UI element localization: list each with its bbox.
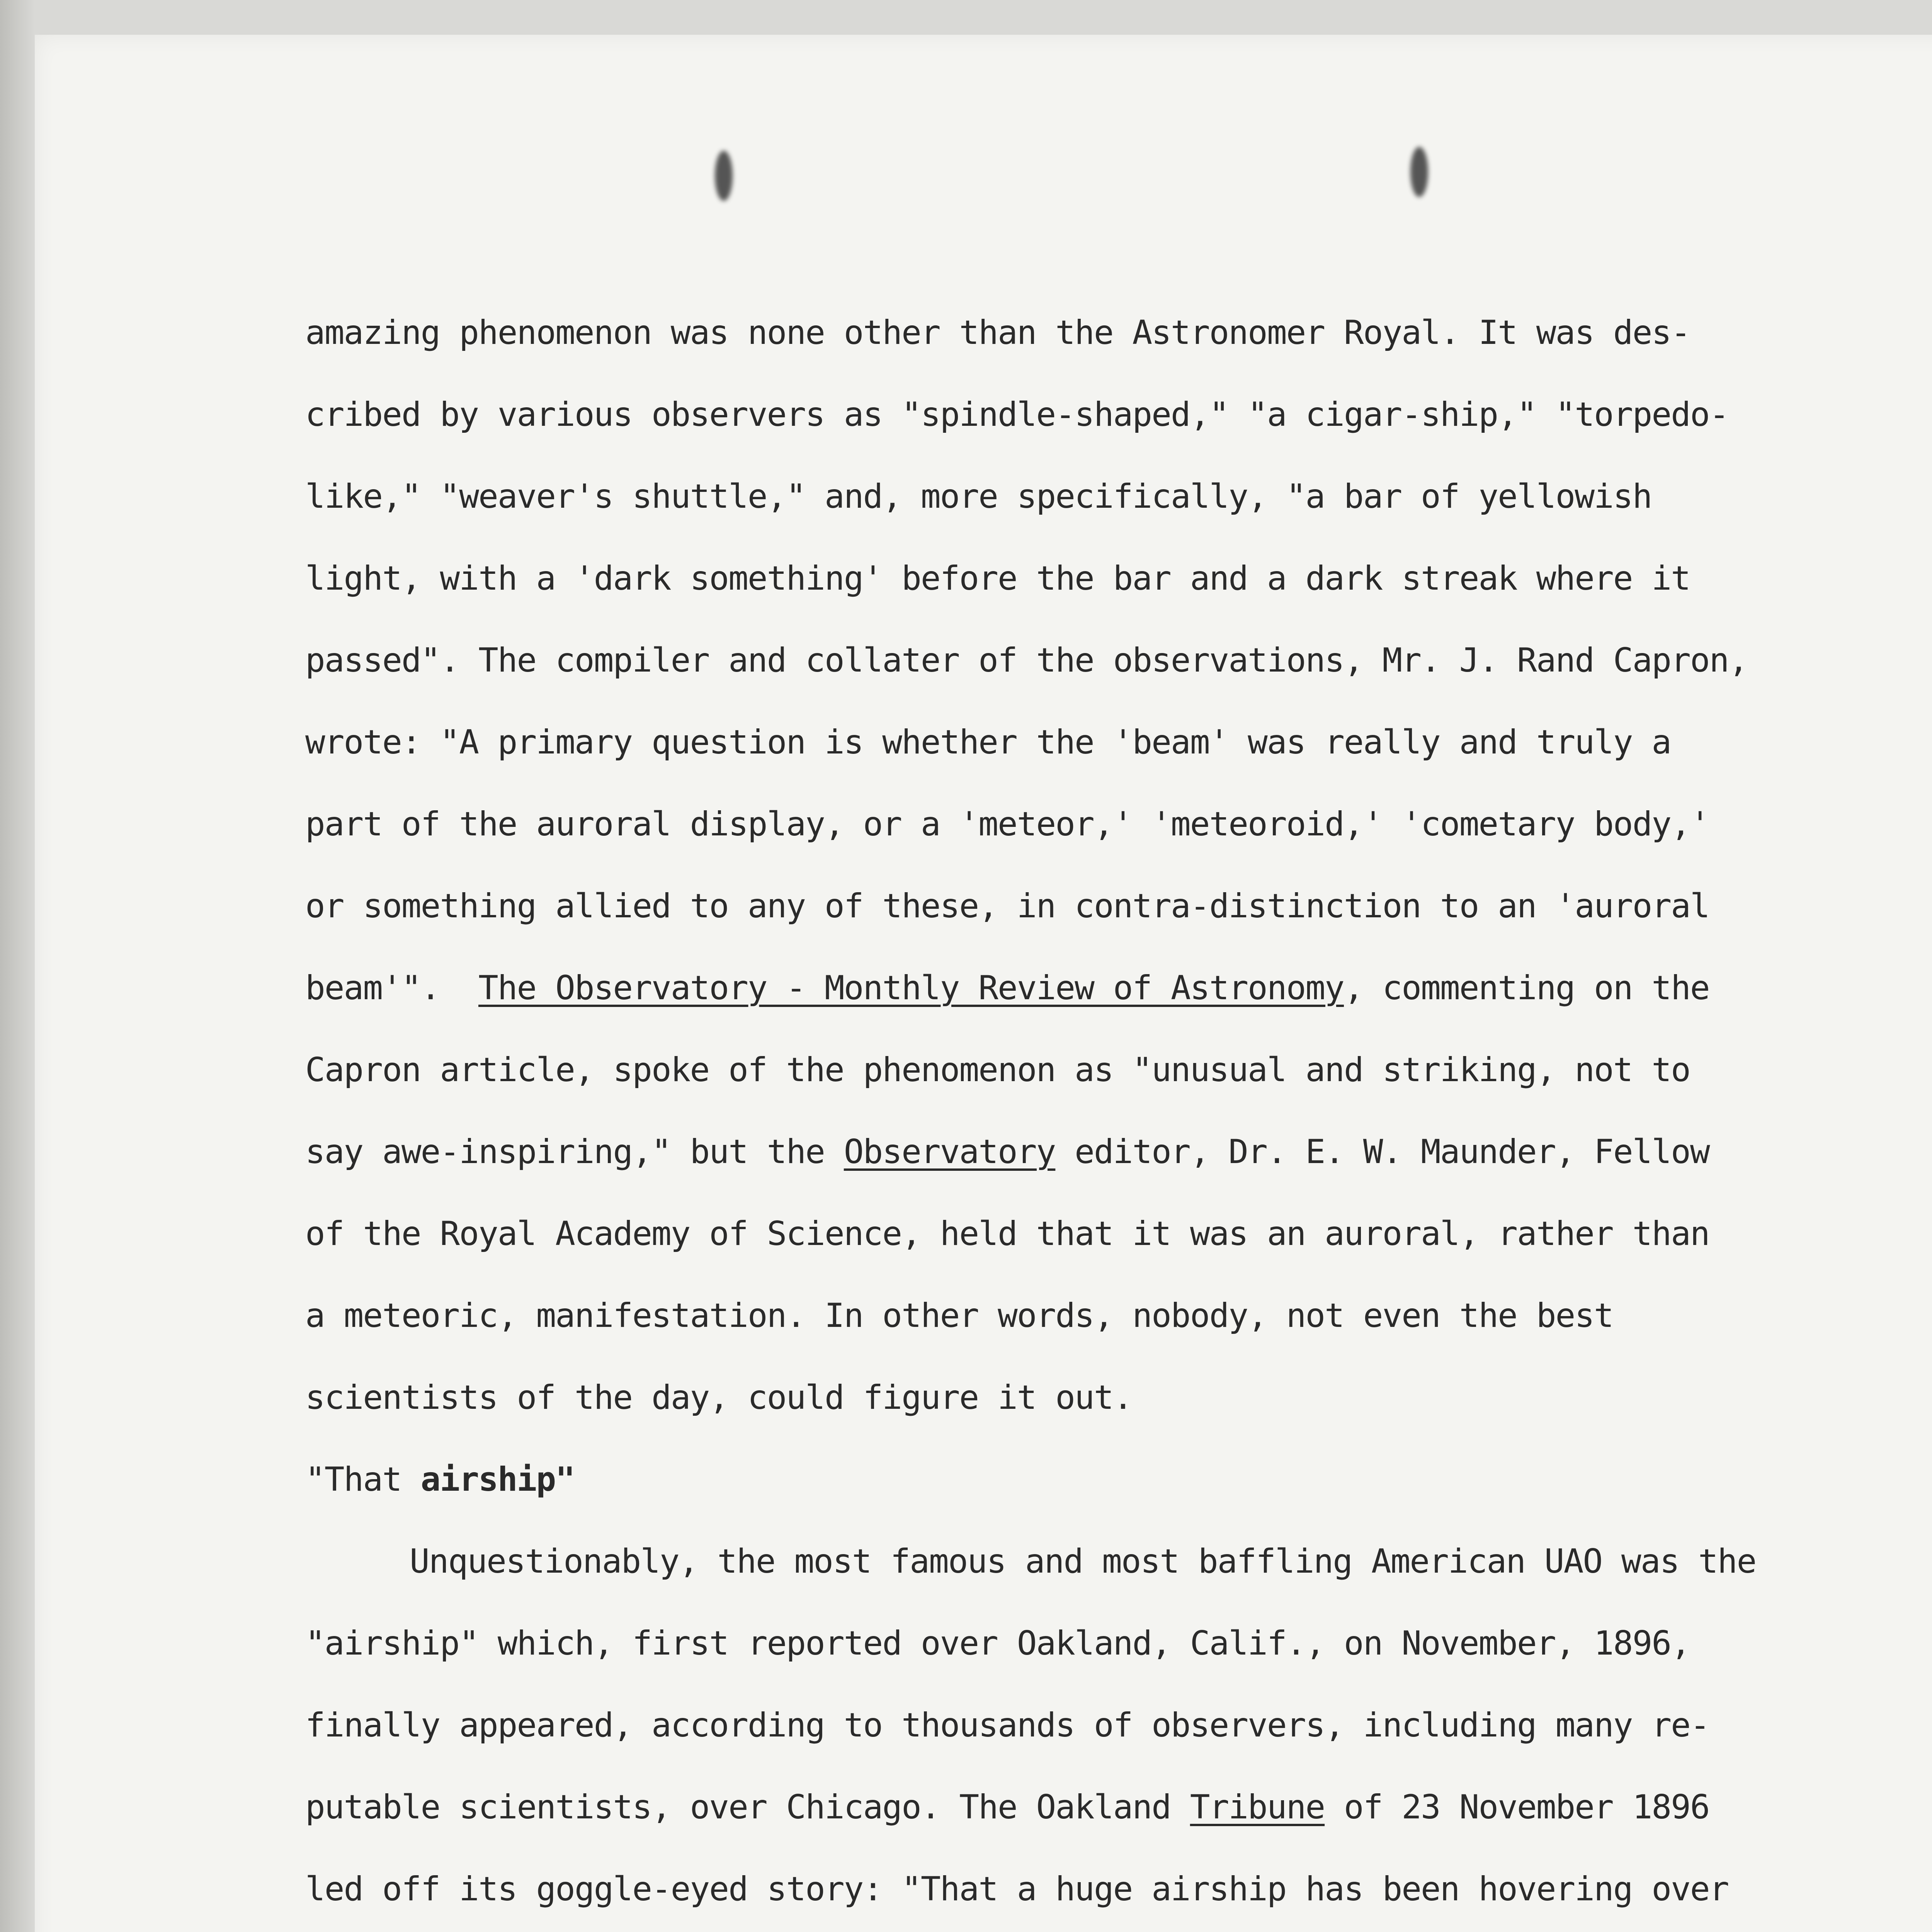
text-line: passed". The compiler and collater of the observations, Mr. J. Rand Capron, — [305, 641, 1748, 680]
publication-title: Observatory — [844, 1133, 1056, 1171]
punch-hole — [1410, 147, 1428, 197]
text-line: part of the auroral display, or a 'meteor,' 'meteoroid,' 'cometary body,' — [305, 805, 1709, 844]
text-fragment: of 23 November 1896 — [1325, 1788, 1709, 1827]
text-line: wrote: "A primary question is whether the 'beam' was really and truly a — [305, 723, 1671, 762]
body-text — [305, 292, 1928, 1932]
text-fragment: beam'". — [305, 969, 440, 1007]
text-line: cribed by various observers as "spindle-shaped," "a cigar-ship," "torpedo- — [305, 395, 1729, 434]
text-line: like," "weaver's shuttle," and, more specifically, "a bar of yellowish — [305, 477, 1652, 516]
text-fragment: say awe-inspiring," but the — [305, 1133, 825, 1171]
text-line — [305, 1766, 1928, 1848]
text-line — [305, 1111, 1928, 1193]
punch-hole — [715, 151, 733, 201]
text-line: finally appeared, according to thousands of observers, including many re- — [305, 1706, 1709, 1745]
text-line: Unquestionably, the most famous and most baffling American UAO was the — [410, 1542, 1756, 1581]
text-line: amazing phenomenon was none other than the Astronomer Royal. It was des- — [305, 313, 1690, 352]
text-line: scientists of the day, could figure it out. — [305, 1378, 1133, 1417]
scan-edge-shadow — [0, 0, 35, 1932]
text-line: of the Royal Academy of Science, held that it was an auroral, rather than — [305, 1214, 1709, 1253]
text-line: light, with a 'dark something' before the bar and a dark streak where it — [305, 559, 1690, 598]
text-line: Capron article, spoke of the phenomenon as "unusual and striking, not to — [305, 1051, 1690, 1089]
heading-bold: airship" — [420, 1460, 575, 1499]
text-fragment: putable scientists, over Chicago. The Oakland — [305, 1788, 1190, 1827]
text-line: or something allied to any of these, in contra-distinction to an 'auroral — [305, 887, 1709, 925]
heading-prefix: "That — [305, 1460, 421, 1499]
publication-title: The Observatory - Monthly Review of Astronomy — [478, 969, 1344, 1007]
text-line: led off its goggle-eyed story: "That a huge airship has been hovering over — [305, 1870, 1729, 1908]
publication-title: Tribune — [1190, 1788, 1325, 1827]
text-fragment: editor, Dr. E. W. Maunder, Fellow — [1075, 1133, 1709, 1171]
section-heading — [305, 1439, 1928, 1520]
text-line: "airship" which, first reported over Oakland, Calif., on November, 1896, — [305, 1624, 1690, 1663]
text-fragment: , commenting on the — [1344, 969, 1709, 1007]
text-line — [305, 947, 1928, 1029]
text-line — [305, 1930, 1928, 1932]
text-line: a meteoric, manifestation. In other words, nobody, not even the best — [305, 1296, 1613, 1335]
